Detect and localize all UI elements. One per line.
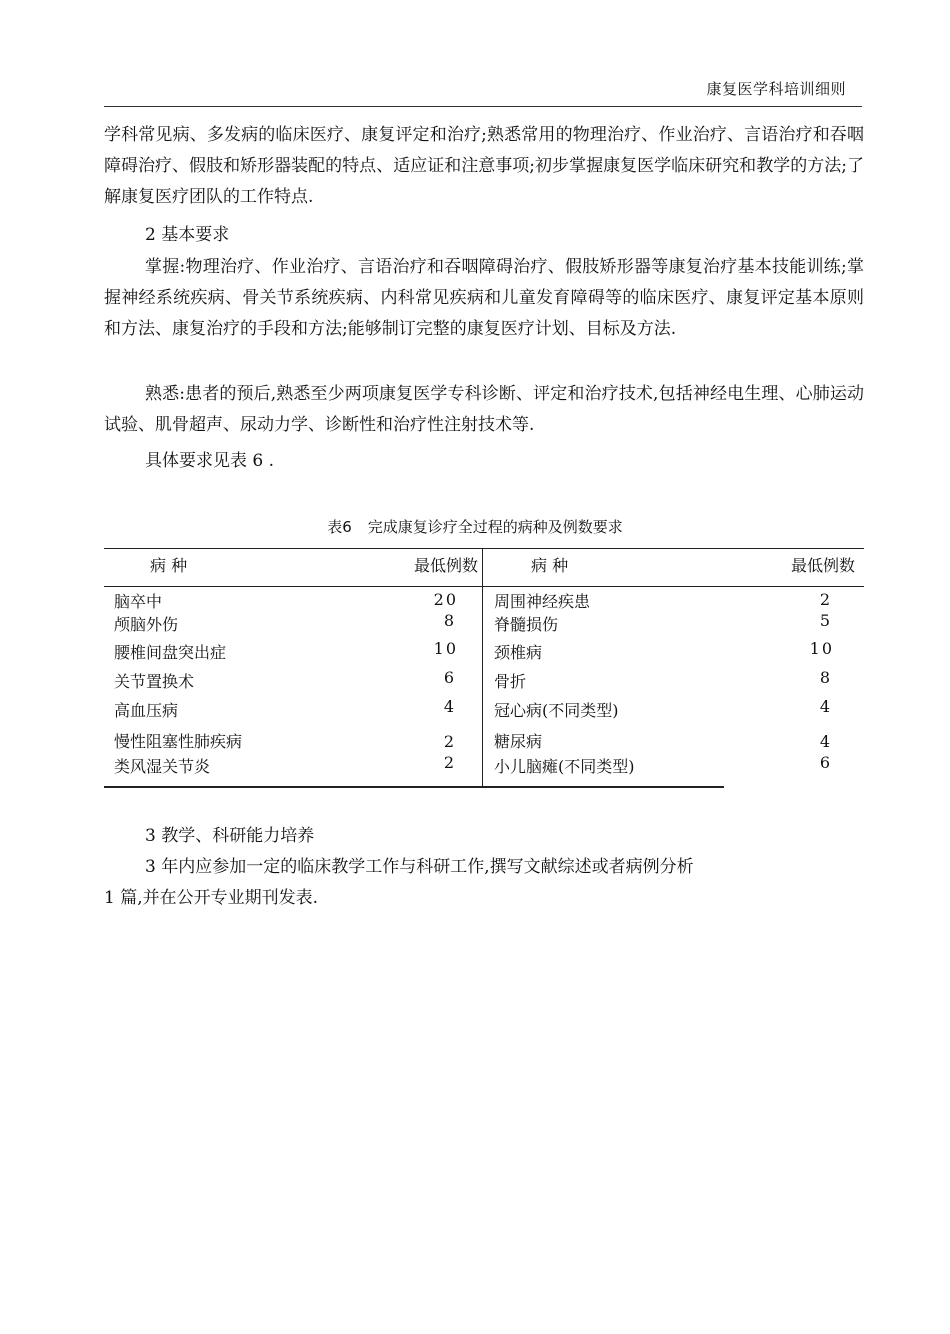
left-disease-cell: 慢性阻塞性肺疾病 (114, 732, 243, 751)
left-count-cell: 2 (443, 732, 456, 751)
left-count-cell: 10 (433, 639, 458, 658)
header-min-left: 最低例数 (414, 556, 479, 575)
left-count-cell: 6 (443, 668, 456, 687)
table-caption (0, 516, 950, 537)
right-count-cell: 2 (819, 590, 832, 609)
section-3-line-2: 1 篇,并在公开专业期刊发表. (104, 888, 319, 908)
table-bottom-rule-left (104, 786, 482, 788)
left-disease-cell: 类风湿关节炎 (114, 757, 211, 776)
right-disease-cell: 小儿脑瘫(不同类型) (494, 757, 635, 776)
right-disease-cell: 颈椎病 (494, 643, 543, 662)
table-header-rule (104, 586, 864, 587)
table-caption-text: 完成康复诊疗全过程的病种及例数要求 (367, 518, 623, 536)
header-disease-left: 病 种 (150, 556, 188, 575)
left-count-cell: 2 (443, 753, 456, 772)
see-table-note: 具体要求见表 6 . (145, 451, 275, 471)
left-count-cell: 4 (443, 697, 456, 716)
left-disease-cell: 关节置换术 (114, 672, 195, 691)
right-count-cell: 10 (809, 639, 834, 658)
familiar-paragraph: 熟悉:患者的预后,熟悉至少两项康复医学专科诊断、评定和治疗技术,包括神经电生理、心肺运动试验、肌骨超声、尿动力学、诊断性和治疗性注射技术等. (104, 384, 864, 435)
header-min-right: 最低例数 (791, 556, 856, 575)
left-disease-cell: 高血压病 (114, 701, 179, 720)
section-3-line-1: 3 年内应参加一定的临床教学工作与科研工作,撰写文献综述或者病例分析 (145, 857, 694, 877)
table-caption-number: 表6 (327, 518, 352, 536)
left-disease-cell: 脑卒中 (114, 592, 163, 611)
right-disease-cell: 糖尿病 (494, 732, 543, 751)
left-disease-cell: 腰椎间盘突出症 (114, 643, 227, 662)
running-header: 康复医学科培训细则 (706, 80, 846, 98)
right-count-cell: 6 (819, 753, 832, 772)
right-disease-cell: 骨折 (494, 672, 527, 691)
section-3-heading: 3 教学、科研能力培养 (145, 826, 315, 846)
left-count-cell: 20 (433, 590, 458, 609)
table-column-divider (482, 548, 483, 788)
right-disease-cell: 冠心病(不同类型) (494, 701, 619, 720)
right-count-cell: 8 (819, 668, 832, 687)
left-count-cell: 8 (443, 611, 456, 630)
right-count-cell: 4 (819, 697, 832, 716)
intro-paragraph: 学科常见病、多发病的临床医疗、康复评定和治疗;熟悉常用的物理治疗、作业治疗、言语治疗和吞咽障碍治疗、假肢和矫形器装配的特点、适应证和注意事项;初步掌握康复医学临床研究和教学的方法;了解康复医疗团队的工作特点. (104, 125, 864, 207)
right-disease-cell: 周围神经疾患 (494, 592, 591, 611)
table-top-rule (104, 548, 864, 549)
right-count-cell: 5 (819, 611, 832, 630)
header-disease-right: 病 种 (531, 556, 569, 575)
master-paragraph: 掌握:物理治疗、作业治疗、言语治疗和吞咽障碍治疗、假肢矫形器等康复治疗基本技能训练;掌握神经系统疾病、骨关节系统疾病、内科常见疾病和儿童发育障碍等的临床医疗、康复评定基本原则和方法、康复治疗的手段和方法;能够制订完整的康复医疗计划、目标及方法. (104, 257, 864, 339)
right-disease-cell: 脊髓损伤 (494, 615, 559, 634)
section-2-heading: 2 基本要求 (145, 225, 230, 245)
left-disease-cell: 颅脑外伤 (114, 615, 179, 634)
table-bottom-rule-right (482, 786, 724, 788)
right-count-cell: 4 (819, 732, 832, 751)
header-rule (104, 106, 862, 107)
